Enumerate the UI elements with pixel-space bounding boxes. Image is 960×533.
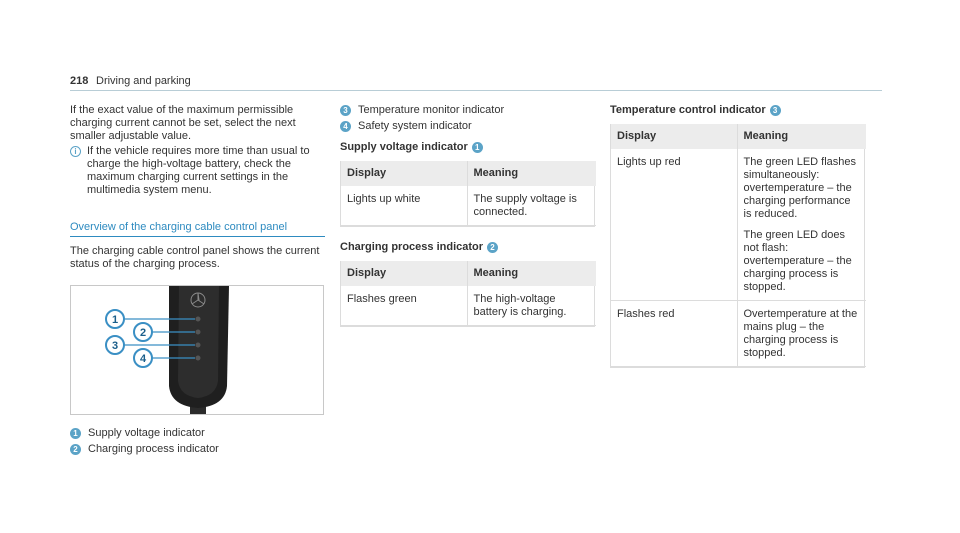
- column-header-display: Display: [341, 261, 467, 286]
- supply-voltage-heading-text: Supply voltage indicator: [340, 141, 468, 153]
- led-indicator-3: [196, 343, 201, 348]
- meaning-cell: The high-voltage battery is charging.: [467, 286, 596, 326]
- legend-item: [70, 427, 325, 440]
- list-item-label: Temperature monitor indicator: [358, 104, 505, 116]
- led-indicator-1: [196, 317, 201, 322]
- table-row: [341, 286, 596, 326]
- number-badge-icon: 2: [487, 242, 498, 253]
- led-indicator-2: [196, 330, 201, 335]
- temperature-control-heading: [610, 104, 865, 117]
- svg-text:4: 4: [139, 353, 147, 365]
- svg-text:2: 2: [139, 327, 147, 339]
- table-row: [611, 301, 866, 367]
- legend-label: Supply voltage indicator: [88, 427, 205, 439]
- led-indicator-4: [196, 356, 201, 361]
- callout-1: [106, 310, 124, 328]
- temperature-control-table: [610, 124, 865, 368]
- number-badge-icon: 3: [340, 105, 351, 116]
- svg-text:1: 1: [111, 314, 119, 326]
- charging-cable-control-panel-illustration: [71, 286, 324, 415]
- info-icon: i: [70, 146, 81, 157]
- display-cell: Lights up red: [611, 149, 737, 301]
- column-header-meaning: Meaning: [467, 261, 596, 286]
- column-header-display: Display: [341, 161, 467, 186]
- legend-item: [70, 443, 325, 456]
- display-cell: Flashes red: [611, 301, 737, 367]
- meaning-cell: Overtemperature at the mains plug – the charging process is stopped.: [737, 301, 866, 367]
- table-row: [341, 186, 596, 226]
- info-note-text: If the vehicle requires more time than usual to charge the high-voltage battery, check the maximum charging current settings in the multimedia system menu.: [87, 145, 310, 196]
- overview-text: The charging cable control panel shows the current status of the charging process.: [70, 245, 320, 270]
- column-header-display: Display: [611, 124, 737, 149]
- column-left: [70, 104, 325, 459]
- meaning-text: The green LED does not flash: overtemperature – the charging process is stopped.: [743, 229, 852, 293]
- section-title: Driving and parking: [96, 75, 191, 87]
- charging-process-heading: [340, 241, 595, 254]
- column-right: [610, 104, 865, 368]
- callout-4: [134, 349, 152, 367]
- charging-process-heading-text: Charging process indicator: [340, 241, 484, 253]
- column-header-meaning: Meaning: [737, 124, 866, 149]
- meaning-cell: The supply voltage is connected.: [467, 186, 596, 226]
- temperature-control-heading-text: Temperature control indicator: [610, 104, 766, 116]
- intro-paragraph: If the exact value of the maximum permissible charging current cannot be set, select the next smaller adjustable value.: [70, 104, 296, 142]
- display-cell: Flashes green: [341, 286, 467, 326]
- charging-process-table: [340, 261, 595, 327]
- column-middle: [340, 104, 595, 327]
- supply-voltage-heading: [340, 141, 595, 154]
- number-badge-icon: 3: [770, 105, 781, 116]
- control-panel-figure: [70, 285, 324, 415]
- number-badge-icon: 1: [70, 428, 81, 439]
- legend-label: Charging process indicator: [88, 443, 219, 455]
- overview-heading: Overview of the charging cable control panel: [70, 221, 325, 237]
- list-item-label: Safety system indicator: [358, 120, 472, 132]
- display-cell: Lights up white: [341, 186, 467, 226]
- meaning-text: The green LED flashes simultaneously: overtemperature – the charging performance is reduced.: [743, 156, 857, 220]
- info-note: [70, 145, 325, 197]
- page-number: 218: [70, 75, 89, 87]
- column-header-meaning: Meaning: [467, 161, 596, 186]
- callout-2: [134, 323, 152, 341]
- table-row: [611, 149, 866, 301]
- callout-3: [106, 336, 124, 354]
- list-item: [340, 120, 595, 133]
- list-item: [340, 104, 595, 117]
- number-badge-icon: 1: [472, 142, 483, 153]
- svg-text:3: 3: [111, 340, 119, 352]
- figure-legend: [70, 427, 325, 456]
- number-badge-icon: 4: [340, 121, 351, 132]
- meaning-cell: [737, 149, 866, 301]
- supply-voltage-table: [340, 161, 595, 227]
- number-badge-icon: 2: [70, 444, 81, 455]
- page-header: [70, 75, 882, 91]
